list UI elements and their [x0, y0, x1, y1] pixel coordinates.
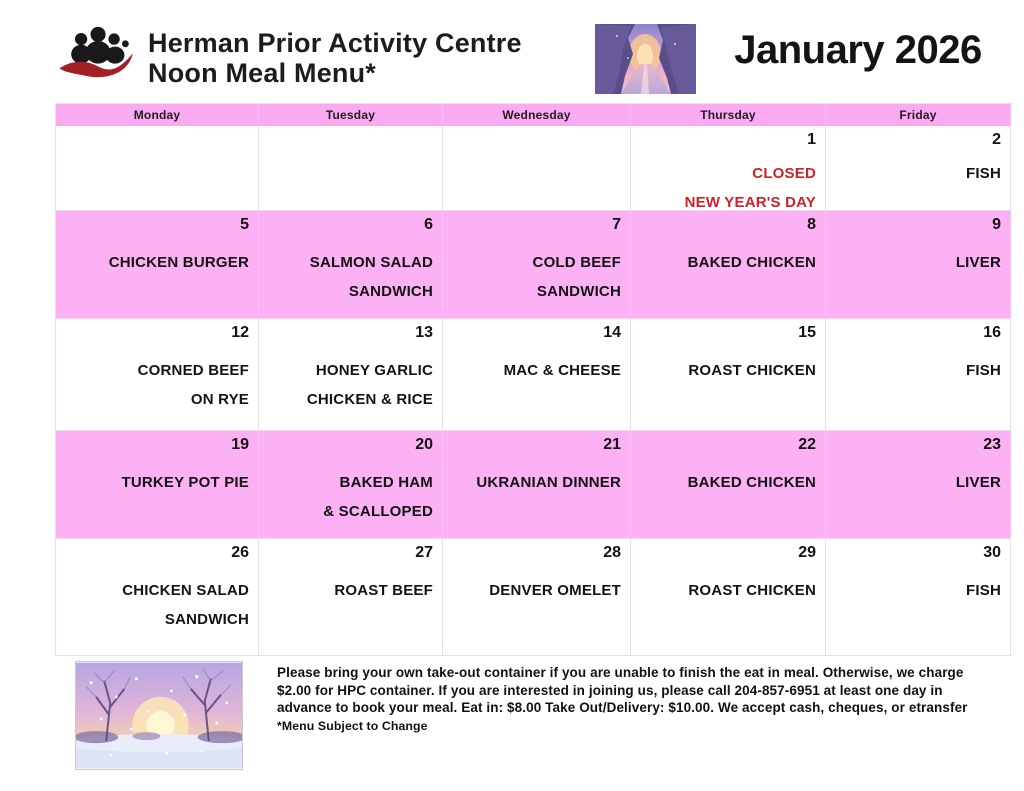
- title-line-1: Herman Prior Activity Centre: [148, 28, 522, 58]
- day-number: 23: [983, 436, 1001, 453]
- weekday-header-friday: Friday: [826, 104, 1011, 126]
- day-number: 7: [612, 216, 621, 233]
- meal-text: [830, 356, 1001, 385]
- month-title: January 2026: [734, 28, 982, 72]
- footer-note-small: *Menu Subject to Change: [277, 718, 428, 733]
- winter-sunrise-photo: [75, 661, 243, 770]
- meal-line: ROAST CHICKEN: [688, 582, 816, 599]
- meal-line: BAKED CHICKEN: [687, 474, 816, 491]
- day-number: 6: [424, 216, 433, 233]
- calendar-cell-jan-28: [443, 539, 631, 656]
- calendar-cell-jan-27: [259, 539, 443, 656]
- meal-text: [830, 576, 1001, 605]
- calendar-cell-jan-8: [631, 211, 826, 319]
- meal-text: [830, 248, 1001, 277]
- meal-line: ON RYE: [190, 391, 249, 408]
- weekday-header-monday: Monday: [56, 104, 259, 126]
- meal-line: & SCALLOPED: [323, 503, 433, 520]
- meal-text: [60, 576, 249, 634]
- meal-line: HONEY GARLIC: [315, 362, 433, 379]
- day-number: 13: [415, 324, 433, 341]
- meal-line: LIVER: [955, 254, 1001, 271]
- meal-line: CHICKEN BURGER: [108, 254, 249, 271]
- meal-line: SANDWICH: [348, 283, 433, 300]
- meal-text-closed: [635, 159, 816, 211]
- footer-note: [277, 664, 977, 735]
- meal-line: ROAST CHICKEN: [688, 362, 816, 379]
- meal-line: MAC & CHEESE: [503, 362, 621, 379]
- meal-text: [635, 468, 816, 497]
- meal-text: [60, 248, 249, 277]
- meal-text: [263, 356, 433, 414]
- calendar-cell-empty: [259, 126, 443, 211]
- calendar-cell-jan-16: [826, 319, 1011, 431]
- day-number: 16: [983, 324, 1001, 341]
- meal-line: SANDWICH: [536, 283, 621, 300]
- calendar-cell-empty: [443, 126, 631, 211]
- meal-line: SANDWICH: [164, 611, 249, 628]
- meal-text: [635, 576, 816, 605]
- calendar-cell-jan-22: [631, 431, 826, 539]
- calendar-cell-jan-14: [443, 319, 631, 431]
- calendar-cell-jan-13: [259, 319, 443, 431]
- calendar-cell-jan-21: [443, 431, 631, 539]
- meal-line: FISH: [966, 165, 1001, 182]
- meal-text: [635, 248, 816, 277]
- meal-text: [60, 356, 249, 414]
- weekday-header-wednesday: Wednesday: [443, 104, 631, 126]
- meal-line: UKRANIAN DINNER: [476, 474, 621, 491]
- meal-text: [447, 468, 621, 497]
- day-number: 2: [992, 131, 1001, 148]
- meal-line: BAKED HAM: [339, 474, 433, 491]
- meal-text: [263, 468, 433, 526]
- meal-text: [263, 576, 433, 605]
- calendar-cell-jan-7: [443, 211, 631, 319]
- day-number: 12: [231, 324, 249, 341]
- day-number: 15: [798, 324, 816, 341]
- meal-line: FISH: [966, 582, 1001, 599]
- calendar-cell-jan-12: [56, 319, 259, 431]
- meal-line: CHICKEN SALAD: [122, 582, 249, 599]
- calendar-cell-jan-2: [826, 126, 1011, 211]
- meal-line: NEW YEAR'S DAY: [684, 194, 816, 211]
- meal-text: [447, 248, 621, 306]
- calendar-cell-jan-1: [631, 126, 826, 211]
- meal-line: ROAST BEEF: [334, 582, 433, 599]
- meal-line: COLD BEEF: [532, 254, 621, 271]
- title-line-2: Noon Meal Menu*: [148, 58, 377, 88]
- meal-text: [830, 468, 1001, 497]
- day-number: 22: [798, 436, 816, 453]
- meal-line: CLOSED: [752, 165, 816, 182]
- day-number: 5: [240, 216, 249, 233]
- activity-centre-logo-icon: [56, 24, 142, 90]
- day-number: 9: [992, 216, 1001, 233]
- weekday-header-row: [56, 104, 1013, 126]
- day-number: 20: [415, 436, 433, 453]
- week-row-2: [56, 211, 1013, 319]
- calendar-cell-jan-23: [826, 431, 1011, 539]
- meal-line: TURKEY POT PIE: [121, 474, 249, 491]
- meal-line: FISH: [966, 362, 1001, 379]
- day-number: 27: [415, 544, 433, 561]
- meal-text: [263, 248, 433, 306]
- page-title: [148, 28, 578, 88]
- meal-line: SALMON SALAD: [309, 254, 433, 271]
- day-number: 21: [603, 436, 621, 453]
- week-row-4: [56, 431, 1013, 539]
- week-row-3: [56, 319, 1013, 431]
- week-row-5: [56, 539, 1013, 656]
- day-number: 29: [798, 544, 816, 561]
- weekday-header-tuesday: Tuesday: [259, 104, 443, 126]
- calendar-cell-jan-29: [631, 539, 826, 656]
- calendar-cell-jan-30: [826, 539, 1011, 656]
- calendar-cell-empty: [56, 126, 259, 211]
- day-number: 1: [807, 131, 816, 148]
- meal-text: [635, 356, 816, 385]
- calendar-cell-jan-20: [259, 431, 443, 539]
- calendar-cell-jan-15: [631, 319, 826, 431]
- day-number: 30: [983, 544, 1001, 561]
- snowy-road-photo: [595, 24, 696, 94]
- footer-note-main: Please bring your own take-out container if you are unable to finish the eat in meal. Otherwise, we charge $2.00 for HPC container. If you are interested in joining us, please call 204-857-6951 at least one day in advance to book your meal. Eat in: $8.00 Take Out/Delivery: $10.00. We accept cash, cheques, or etransfer: [277, 665, 968, 715]
- meal-line: DENVER OMELET: [489, 582, 621, 599]
- meal-line: LIVER: [955, 474, 1001, 491]
- day-number: 14: [603, 324, 621, 341]
- meal-text: [830, 159, 1001, 188]
- meal-line: BAKED CHICKEN: [687, 254, 816, 271]
- calendar-cell-jan-5: [56, 211, 259, 319]
- calendar-cell-jan-9: [826, 211, 1011, 319]
- day-number: 26: [231, 544, 249, 561]
- meal-line: CORNED BEEF: [137, 362, 249, 379]
- calendar-cell-jan-19: [56, 431, 259, 539]
- meal-text: [447, 576, 621, 605]
- day-number: 8: [807, 216, 816, 233]
- meal-line: CHICKEN & RICE: [306, 391, 433, 408]
- meal-text: [447, 356, 621, 385]
- calendar-table: [55, 103, 1013, 656]
- calendar-cell-jan-26: [56, 539, 259, 656]
- meal-text: [60, 468, 249, 497]
- day-number: 19: [231, 436, 249, 453]
- calendar-cell-jan-6: [259, 211, 443, 319]
- week-row-1: [56, 126, 1013, 211]
- weekday-header-thursday: Thursday: [631, 104, 826, 126]
- day-number: 28: [603, 544, 621, 561]
